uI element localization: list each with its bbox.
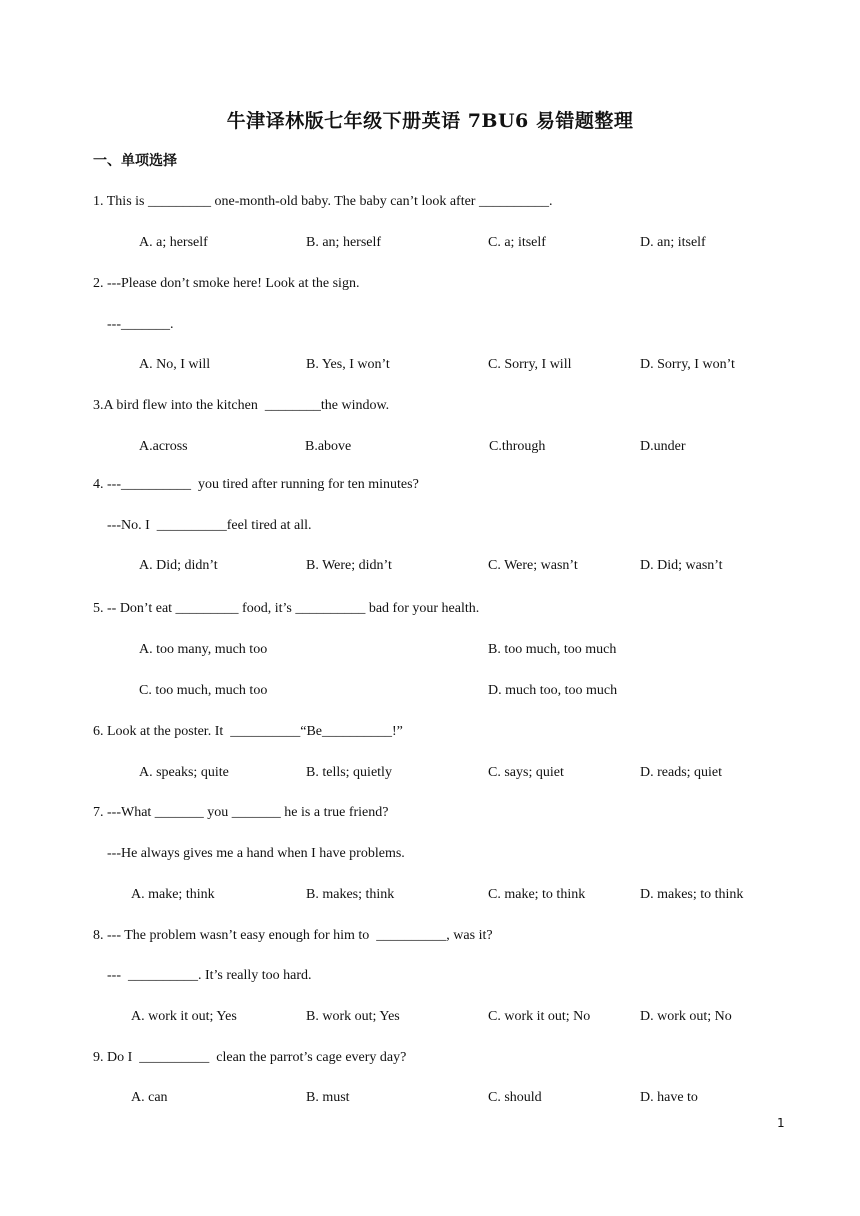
question-9-option-c: C. should — [488, 1090, 542, 1105]
question-4-reply: ---No. I __________feel tired at all. — [107, 518, 312, 533]
question-8-reply: --- __________. It’s really too hard. — [107, 968, 312, 983]
question-3-option-d: D.under — [640, 439, 686, 454]
question-7-option-d: D. makes; to think — [640, 887, 744, 902]
question-6-option-b: B. tells; quietly — [306, 765, 392, 780]
question-1-option-a: A. a; herself — [139, 235, 208, 250]
question-7-reply: ---He always gives me a hand when I have problems. — [107, 846, 405, 861]
question-1-option-d: D. an; itself — [640, 235, 706, 250]
question-4-option-d: D. Did; wasn’t — [640, 558, 723, 573]
question-7-option-c: C. make; to think — [488, 887, 586, 902]
question-3-option-a: A.across — [139, 439, 188, 454]
question-2-option-b: B. Yes, I won’t — [306, 357, 390, 372]
question-1-option-c: C. a; itself — [488, 235, 546, 250]
question-7-option-a: A. make; think — [131, 887, 215, 902]
question-8-option-d: D. work out; No — [640, 1009, 732, 1024]
question-2-option-d: D. Sorry, I won’t — [640, 357, 735, 372]
question-9-option-a: A. can — [131, 1090, 168, 1105]
page-number: 1 — [777, 1116, 785, 1130]
question-8-stem: 8. --- The problem wasn’t easy enough for him to __________, was it? — [93, 928, 493, 943]
page-title: 牛津译林版七年级下册英语 7BU6 易错题整理 — [226, 110, 634, 132]
question-2-reply: ---_______. — [107, 317, 174, 332]
question-5-option-a: A. too many, much too — [139, 642, 268, 657]
question-3-stem: 3.A bird flew into the kitchen ________the window. — [93, 398, 390, 413]
question-8-option-b: B. work out; Yes — [306, 1009, 400, 1024]
question-2-stem: 2. ---Please don’t smoke here! Look at the sign. — [93, 276, 360, 291]
question-7-option-b: B. makes; think — [306, 887, 395, 902]
question-7-stem: 7. ---What _______ you _______ he is a true friend? — [93, 805, 389, 820]
question-5-option-c: C. too much, much too — [139, 683, 268, 698]
question-6-option-c: C. says; quiet — [488, 765, 564, 780]
question-9-stem: 9. Do I __________ clean the parrot’s cage every day? — [93, 1050, 407, 1065]
question-8-option-c: C. work it out; No — [488, 1009, 591, 1024]
question-2-option-c: C. Sorry, I will — [488, 357, 572, 372]
question-4-option-a: A. Did; didn’t — [139, 558, 218, 573]
question-5-stem: 5. -- Don’t eat _________ food, it’s __________ bad for your health. — [93, 601, 480, 616]
question-4-option-c: C. Were; wasn’t — [488, 558, 578, 573]
question-3-option-c: C.through — [489, 439, 546, 454]
section-heading: 一、单项选择 — [93, 153, 177, 169]
question-9-option-b: B. must — [306, 1090, 350, 1105]
question-1-option-b: B. an; herself — [306, 235, 382, 250]
question-1-stem: 1. This is _________ one-month-old baby. The baby can’t look after __________. — [93, 194, 553, 209]
question-5-option-b: B. too much, too much — [488, 642, 617, 657]
question-8-option-a: A. work it out; Yes — [131, 1009, 237, 1024]
question-6-option-a: A. speaks; quite — [139, 765, 229, 780]
question-5-option-d: D. much too, too much — [488, 683, 618, 698]
question-4-option-b: B. Were; didn’t — [306, 558, 392, 573]
question-6-stem: 6. Look at the poster. It __________“Be__________!” — [93, 724, 403, 739]
question-3-option-b: B.above — [305, 439, 352, 454]
question-9-option-d: D. have to — [640, 1090, 698, 1105]
question-6-option-d: D. reads; quiet — [640, 765, 723, 780]
question-4-stem: 4. ---__________ you tired after running for ten minutes? — [93, 477, 419, 492]
question-2-option-a: A. No, I will — [139, 357, 211, 372]
